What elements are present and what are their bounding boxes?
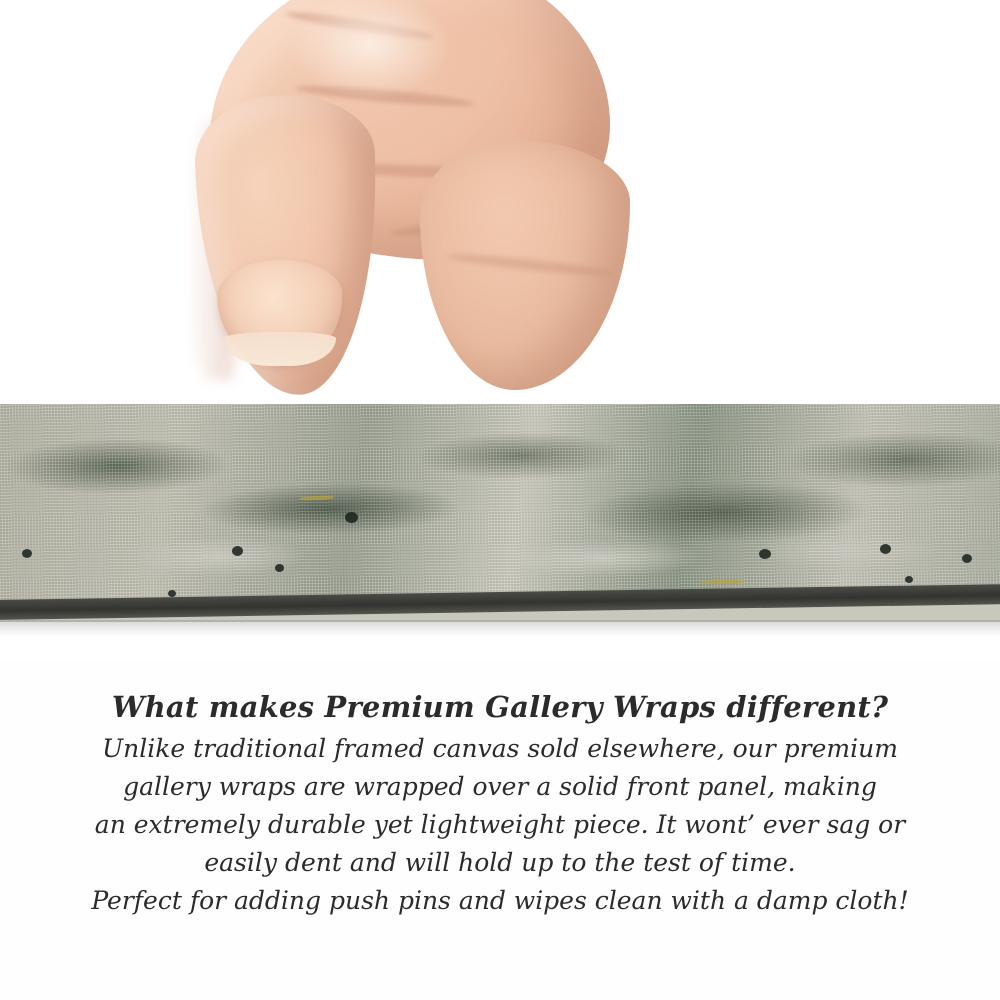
- canvas-speck: [759, 549, 771, 559]
- hand-pressing-down: [90, 0, 610, 430]
- canvas-speck: [905, 576, 913, 583]
- caption-line: Perfect for adding push pins and wipes clean with a damp cloth!: [91, 886, 909, 915]
- canvas-weave-texture: [0, 404, 1000, 604]
- caption-body: [0, 730, 1000, 920]
- caption-line: gallery wraps are wrapped over a solid front panel, making: [123, 772, 877, 801]
- canvas-speck: [962, 554, 972, 563]
- canvas-drop-shadow: [0, 620, 1000, 636]
- caption-heading: What makes Premium Gallery Wraps different?: [111, 690, 889, 724]
- canvas-speck: [232, 546, 243, 556]
- caption-line: easily dent and will hold up to the test of time.: [204, 848, 796, 877]
- canvas-speck: [345, 512, 358, 523]
- canvas-speck: [880, 544, 891, 554]
- canvas-speck: [275, 564, 284, 572]
- caption-block: [0, 690, 1000, 920]
- canvas-speck: [168, 590, 176, 597]
- caption-line: an extremely durable yet lightweight piece. It wont’ ever sag or: [94, 810, 906, 839]
- caption-line: Unlike traditional framed canvas sold elsewhere, our premium: [102, 734, 898, 763]
- canvas-speck: [22, 549, 32, 558]
- gallery-wrap-canvas-edge: [0, 404, 1000, 622]
